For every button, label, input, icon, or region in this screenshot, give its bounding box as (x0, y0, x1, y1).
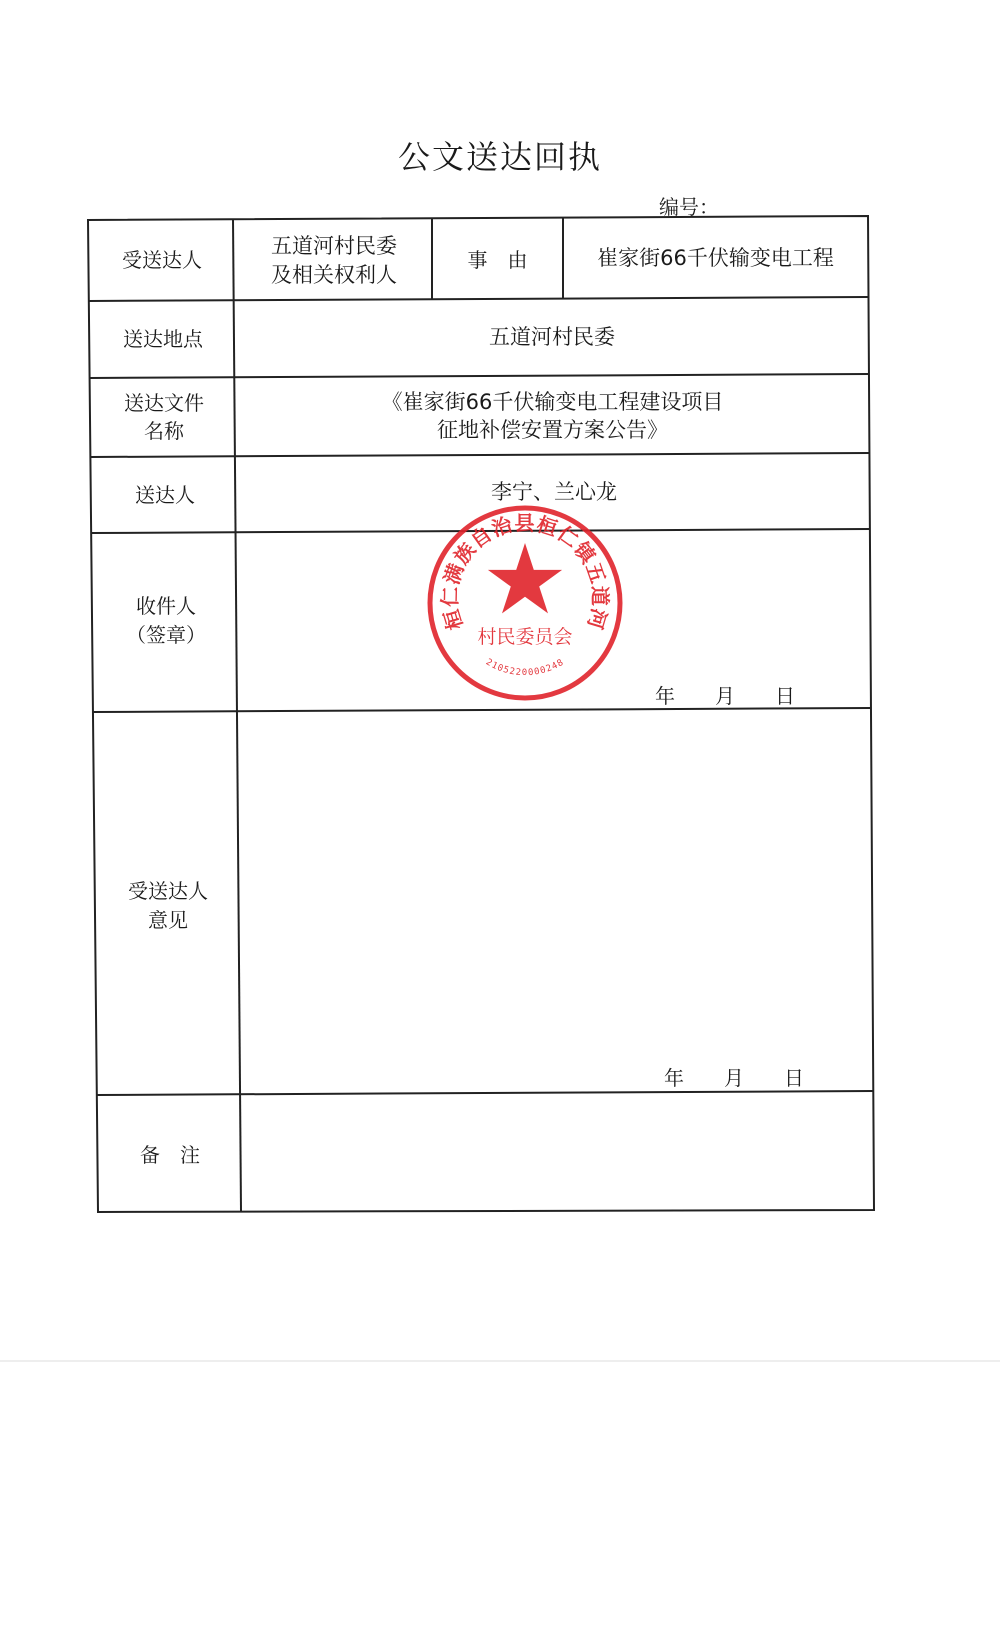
opinion-label-line2: 意见 (148, 908, 188, 932)
scan-edge-line (0, 1360, 1000, 1362)
recipient-value-line2: 及相关权利人 (271, 263, 397, 287)
file-label-line2: 名称 (144, 419, 184, 443)
opinion-date: 年 月 日 (664, 1066, 804, 1090)
sender-label: 送达人 (135, 483, 195, 507)
receiver-date: 年 月 日 (655, 684, 795, 708)
recipient-label: 受送达人 (122, 248, 202, 272)
file-value-line2: 征地补偿安置方案公告》 (437, 418, 668, 442)
place-label: 送达地点 (123, 327, 203, 351)
place-value: 五道河村民委 (489, 325, 615, 349)
seal-top-text: 桓仁满族自治县桓仁镇五道河 (437, 511, 613, 633)
receiver-label-line2: （签章） (126, 623, 206, 647)
matter-label: 事 由 (467, 248, 528, 272)
seal-bottom-text: 村民委员会 (477, 626, 573, 648)
file-label-line1: 送达文件 (124, 391, 204, 415)
opinion-label-line1: 受送达人 (128, 879, 208, 903)
document-title: 公文送达回执 (397, 138, 602, 176)
remarks-label: 备 注 (140, 1143, 200, 1167)
seal-star-icon (488, 543, 562, 613)
svg-text:2105220000248 (484, 657, 566, 678)
recipient-value-line1: 五道河村民委 (271, 234, 397, 258)
sender-value: 李宁、兰心龙 (491, 480, 617, 504)
seal-code: 2105220000248 (483, 657, 567, 679)
matter-value: 崔家街66千伏输变电工程 (597, 246, 834, 270)
file-value-line1: 《崔家街66千伏输变电工程建设项目 (381, 390, 724, 414)
official-seal (425, 503, 625, 703)
receiver-label-line1: 收件人 (136, 594, 196, 618)
serial-number-label: 编号： (659, 195, 719, 219)
